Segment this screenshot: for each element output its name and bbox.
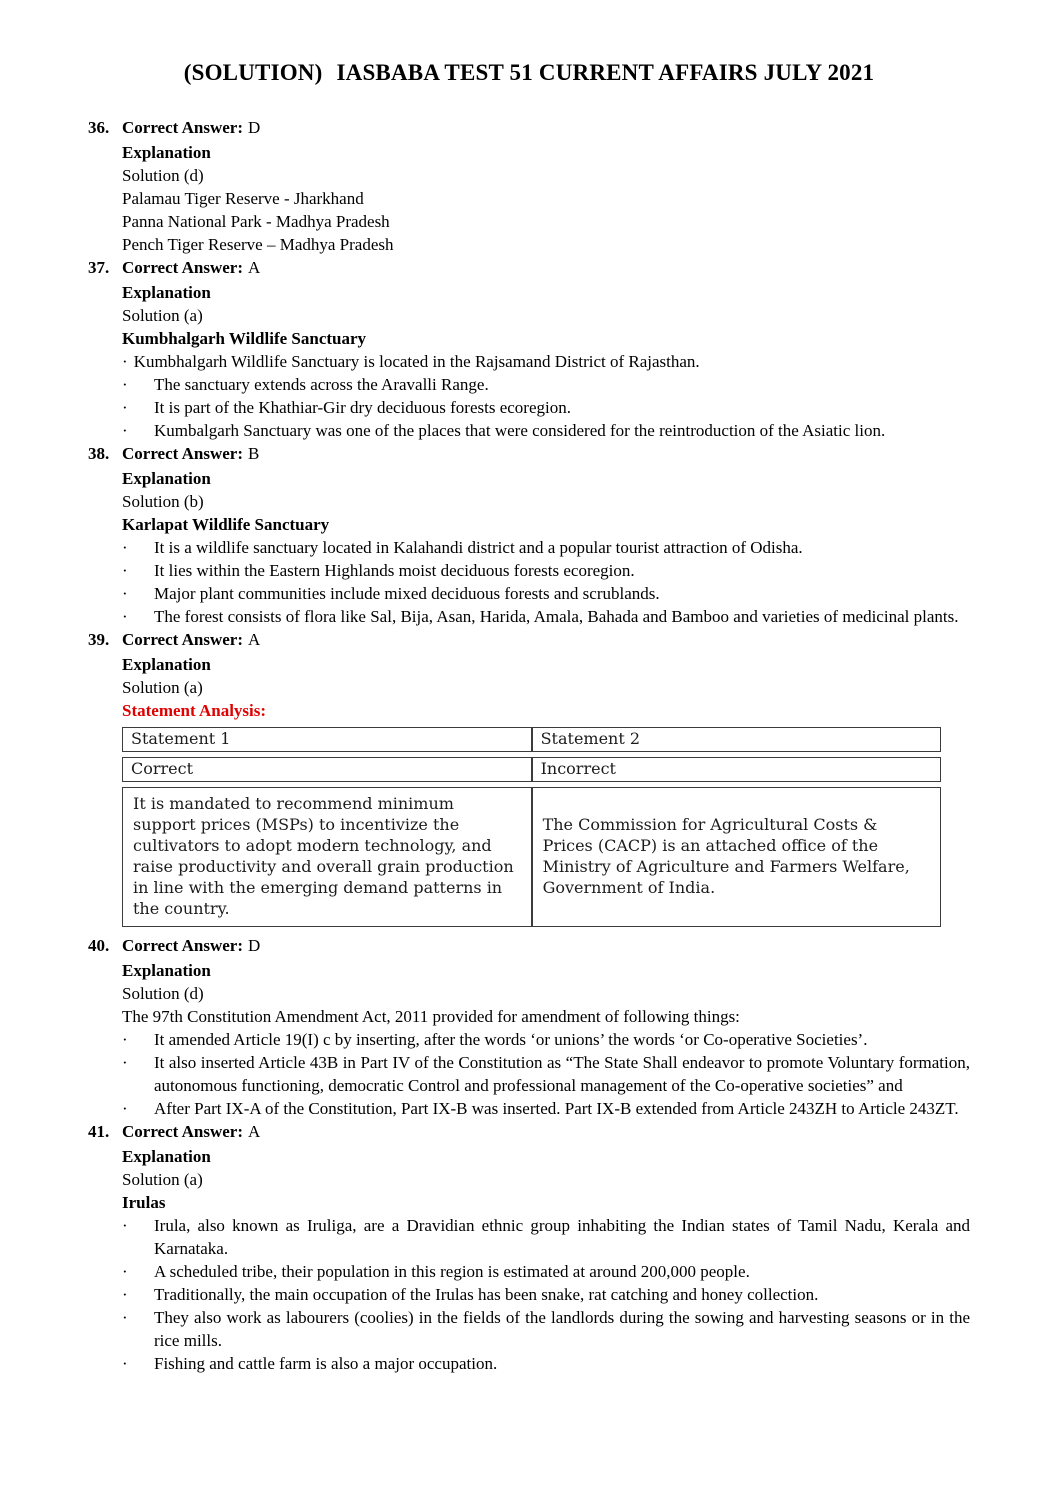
bullet-text: After Part IX-A of the Constitution, Part IX-B was inserted. Part IX-B extended from Article 243ZH to Article 243ZT. <box>154 1099 959 1118</box>
bullet-item <box>122 1306 970 1352</box>
correct-answer-label: Correct Answer: <box>122 936 244 955</box>
bullet-dot: · <box>122 1262 128 1281</box>
bullet-text: It is a wildlife sanctuary located in Kalahandi district and a popular tourist attraction of Odisha. <box>154 538 803 557</box>
correct-answer-value: D <box>248 118 261 137</box>
correct-answer-value: D <box>248 936 261 955</box>
bullet-dot: · <box>122 1285 128 1304</box>
table-header-cell: Statement 1 <box>122 727 532 752</box>
bullet-item <box>122 1097 970 1120</box>
statement-analysis-label: Statement Analysis: <box>122 701 267 720</box>
bullet-dot: · <box>122 584 128 603</box>
table-verdict-row <box>122 757 941 782</box>
bullet-text: The forest consists of flora like Sal, Bija, Asan, Harida, Amala, Bahada and Bamboo and varieties of medicinal plants. <box>154 607 959 626</box>
bullet-dot: · <box>122 1053 128 1072</box>
question-number: 36. <box>88 118 110 137</box>
bullet-dot: · <box>122 538 128 557</box>
table-verdict-cell: Incorrect <box>532 757 942 782</box>
correct-answer-label: Correct Answer: <box>122 258 244 277</box>
bullet-text: They also work as labourers (coolies) in the fields of the landlords during the sowing and harvesting seasons or in the rice mills. <box>154 1308 970 1350</box>
correct-answer-value: A <box>248 630 261 649</box>
intro-bullet <box>122 350 970 373</box>
bullet-text: It amended Article 19(I) c by inserting, after the words ‘or unions’ the words ‘or Co-operative Societies’. <box>154 1030 868 1049</box>
content-line: Panna National Park - Madhya Pradesh <box>122 212 390 231</box>
topic-heading: Karlapat Wildlife Sanctuary <box>122 515 330 534</box>
explanation-label: Explanation <box>122 143 211 162</box>
bullet-text: It is part of the Khathiar-Gir dry deciduous forests ecoregion. <box>154 398 571 417</box>
bullet-item <box>122 605 970 628</box>
bullet-dot: · <box>122 561 128 580</box>
bullet-item <box>122 559 970 582</box>
bullet-dot: · <box>122 1216 128 1235</box>
bullet-text: Fishing and cattle farm is also a major occupation. <box>154 1354 498 1373</box>
bullet-dot: · <box>122 1354 128 1373</box>
correct-answer-label: Correct Answer: <box>122 630 244 649</box>
table-body-row <box>122 787 941 927</box>
statement-analysis-table <box>122 722 941 932</box>
bullet-dot: · <box>122 375 128 394</box>
solution-text: Solution (a) <box>122 678 203 697</box>
explanation-label: Explanation <box>122 961 211 980</box>
title-main: IASBABA TEST 51 CURRENT AFFAIRS JULY 2021 <box>336 60 875 85</box>
bullet-item <box>122 1260 970 1283</box>
correct-answer-value: A <box>248 1122 261 1141</box>
solution-text: Solution (d) <box>122 166 204 185</box>
question-number: 40. <box>88 936 110 955</box>
explanation-label: Explanation <box>122 1147 211 1166</box>
bullet-text: Major plant communities include mixed deciduous forests and scrublands. <box>154 584 660 603</box>
solution-text: Solution (d) <box>122 984 204 1003</box>
question-number: 38. <box>88 444 110 463</box>
table-verdict-cell: Correct <box>122 757 532 782</box>
correct-answer-label: Correct Answer: <box>122 444 244 463</box>
question-40 <box>88 934 970 1120</box>
table-header-cell: Statement 2 <box>532 727 942 752</box>
content-line: Pench Tiger Reserve – Madhya Pradesh <box>122 235 394 254</box>
solution-text: Solution (a) <box>122 1170 203 1189</box>
question-39 <box>88 628 970 932</box>
bullet-item <box>122 582 970 605</box>
bullet-dot: · <box>122 352 128 371</box>
explanation-label: Explanation <box>122 469 211 488</box>
bullet-dot: · <box>122 398 128 417</box>
question-41 <box>88 1120 970 1375</box>
question-header <box>88 442 970 465</box>
bullet-text: It lies within the Eastern Highlands moist deciduous forests ecoregion. <box>154 561 635 580</box>
document-title <box>88 60 970 86</box>
question-38 <box>88 442 970 628</box>
solution-text: Solution (a) <box>122 306 203 325</box>
bullet-text: A scheduled tribe, their population in this region is estimated at around 200,000 people. <box>154 1262 750 1281</box>
question-header <box>88 628 970 651</box>
bullet-item <box>122 373 970 396</box>
bullet-dot: · <box>122 607 128 626</box>
question-header <box>88 934 970 957</box>
table-body-cell: It is mandated to recommend minimum support prices (MSPs) to incentivize the cultivators to adopt modern technology, and raise productivity and overall grain production in line with the emerging demand patterns in the country. <box>122 787 532 927</box>
title-prefix: (SOLUTION) <box>183 60 323 85</box>
bullet-item <box>122 396 970 419</box>
bullet-item <box>122 536 970 559</box>
question-37 <box>88 256 970 442</box>
bullet-item <box>122 1051 970 1097</box>
topic-heading: Irulas <box>122 1193 166 1212</box>
table-body-cell: The Commission for Agricultural Costs & Prices (CACP) is an attached office of the Ministry of Agriculture and Farmers Welfare, Government of India. <box>532 787 942 927</box>
bullet-item <box>122 419 970 442</box>
content-line: Palamau Tiger Reserve - Jharkhand <box>122 189 364 208</box>
explanation-label: Explanation <box>122 283 211 302</box>
bullet-item <box>122 1352 970 1375</box>
correct-answer-value: B <box>248 444 260 463</box>
question-header <box>88 116 970 139</box>
intro-line: The 97th Constitution Amendment Act, 2011 provided for amendment of following things: <box>122 1007 740 1026</box>
correct-answer-label: Correct Answer: <box>122 118 244 137</box>
solution-text: Solution (b) <box>122 492 204 511</box>
bullet-dot: · <box>122 1308 128 1327</box>
bullet-dot: · <box>122 421 128 440</box>
bullet-item <box>122 1283 970 1306</box>
table-header-row <box>122 727 941 752</box>
correct-answer-value: A <box>248 258 261 277</box>
bullet-text: It also inserted Article 43B in Part IV of the Constitution as “The State Shall endeavor to promote Voluntary formation, autonomous functioning, democratic Control and professional management of the Co-operative societies” and <box>154 1053 970 1095</box>
bullet-dot: · <box>122 1099 128 1118</box>
bullet-text: Kumbalgarh Sanctuary was one of the places that were considered for the reintroduction of the Asiatic lion. <box>154 421 886 440</box>
correct-answer-label: Correct Answer: <box>122 1122 244 1141</box>
bullet-text: The sanctuary extends across the Aravalli Range. <box>154 375 489 394</box>
bullet-text: Traditionally, the main occupation of the Irulas has been snake, rat catching and honey collection. <box>154 1285 819 1304</box>
bullet-item <box>122 1028 970 1051</box>
bullet-text: Kumbhalgarh Wildlife Sanctuary is located in the Rajsamand District of Rajasthan. <box>133 352 700 371</box>
question-number: 37. <box>88 258 110 277</box>
bullet-text: Irula, also known as Iruliga, are a Dravidian ethnic group inhabiting the Indian states of Tamil Nadu, Kerala and Karnataka. <box>154 1216 970 1258</box>
topic-heading: Kumbhalgarh Wildlife Sanctuary <box>122 329 367 348</box>
bullet-item <box>122 1214 970 1260</box>
question-number: 41. <box>88 1122 110 1141</box>
question-header <box>88 1120 970 1143</box>
question-36 <box>88 116 970 256</box>
explanation-label: Explanation <box>122 655 211 674</box>
question-header <box>88 256 970 279</box>
bullet-dot: · <box>122 1030 128 1049</box>
question-number: 39. <box>88 630 110 649</box>
